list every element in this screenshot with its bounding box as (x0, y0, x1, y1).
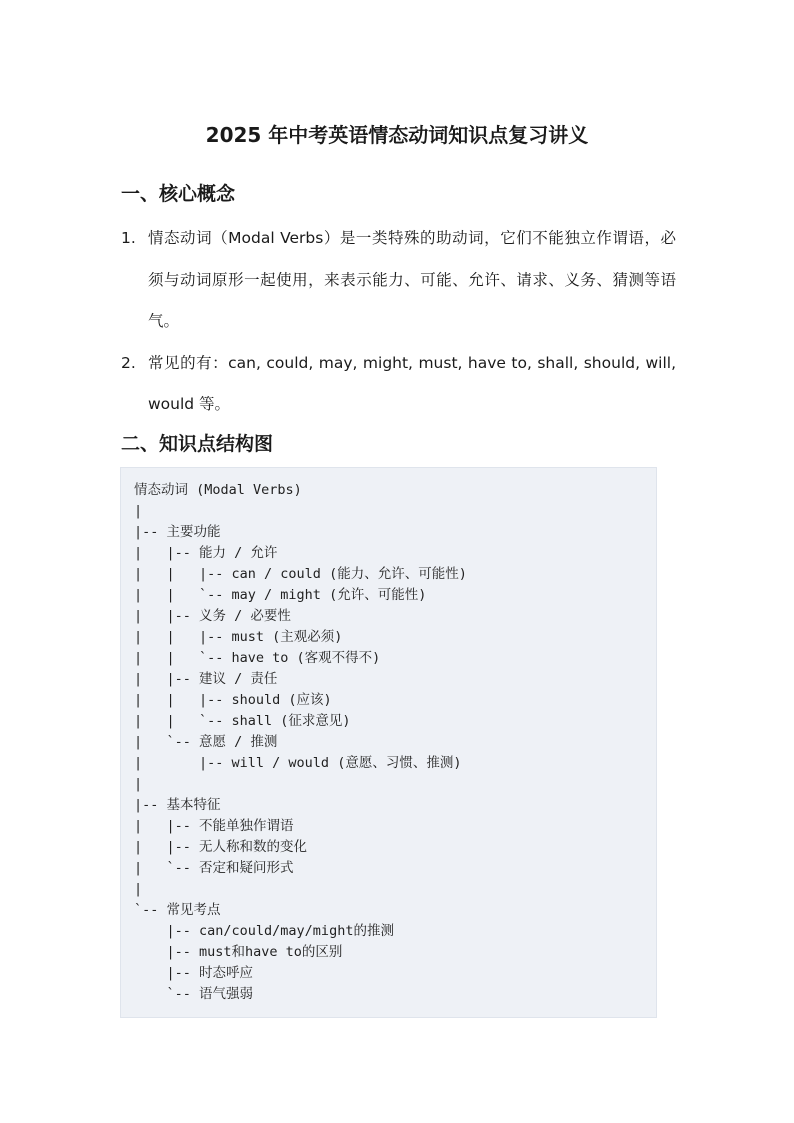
section-heading-structure-diagram: 二、知识点结构图 (121, 433, 274, 455)
code-line: |-- can/could/may/might的推测 (134, 923, 394, 939)
code-line: |-- must和have to的区别 (134, 944, 343, 960)
code-line: | | `-- shall (征求意见) (134, 713, 351, 729)
code-line: | | |-- should (应该) (134, 692, 332, 708)
code-line: | | `-- have to (客观不得不) (134, 650, 381, 666)
code-line: | |-- 无人称和数的变化 (134, 839, 308, 855)
list-item (121, 218, 676, 343)
core-concepts-list (121, 218, 676, 426)
code-line: | | |-- can / could (能力、允许、可能性) (134, 566, 467, 582)
list-item-number: 1. (121, 229, 136, 247)
code-line: |-- 主要功能 (134, 524, 221, 540)
code-line: | |-- 能力 / 允许 (134, 545, 278, 561)
code-line: | (134, 881, 143, 897)
list-item-text: 常见的有：can, could, may, might, must, have to, shall, should, will, would 等。 (148, 353, 676, 413)
code-line: | | |-- must (主观必须) (134, 629, 343, 645)
code-line: 情态动词 (Modal Verbs) (134, 482, 302, 498)
list-item-text: 情态动词（Modal Verbs）是一类特殊的助动词，它们不能独立作谓语，必须与动词原形一起使用，来表示能力、可能、允许、请求、义务、猜测等语气。 (148, 229, 676, 330)
structure-diagram-code-block (120, 467, 657, 1018)
section-heading-core-concepts: 一、核心概念 (121, 183, 236, 205)
code-line: | (134, 503, 143, 519)
code-line: | (134, 776, 143, 792)
code-line: |-- 基本特征 (134, 797, 221, 813)
list-item-number: 2. (121, 353, 136, 372)
code-line: | |-- 不能单独作谓语 (134, 818, 294, 834)
code-line: | `-- 意愿 / 推测 (134, 734, 278, 750)
code-line: | |-- will / would (意愿、习惯、推测) (134, 755, 462, 771)
code-line: | |-- 建议 / 责任 (134, 671, 278, 687)
code-line: |-- 时态呼应 (134, 965, 254, 981)
list-item (121, 343, 676, 426)
code-line: `-- 常见考点 (134, 902, 221, 918)
document-title: 2025 年中考英语情态动词知识点复习讲义 (205, 123, 589, 147)
code-lines (134, 480, 467, 1005)
code-line: | |-- 义务 / 必要性 (134, 608, 291, 624)
code-line: | | `-- may / might (允许、可能性) (134, 587, 427, 603)
code-line: `-- 语气强弱 (134, 986, 254, 1002)
code-line: | `-- 否定和疑问形式 (134, 860, 294, 876)
